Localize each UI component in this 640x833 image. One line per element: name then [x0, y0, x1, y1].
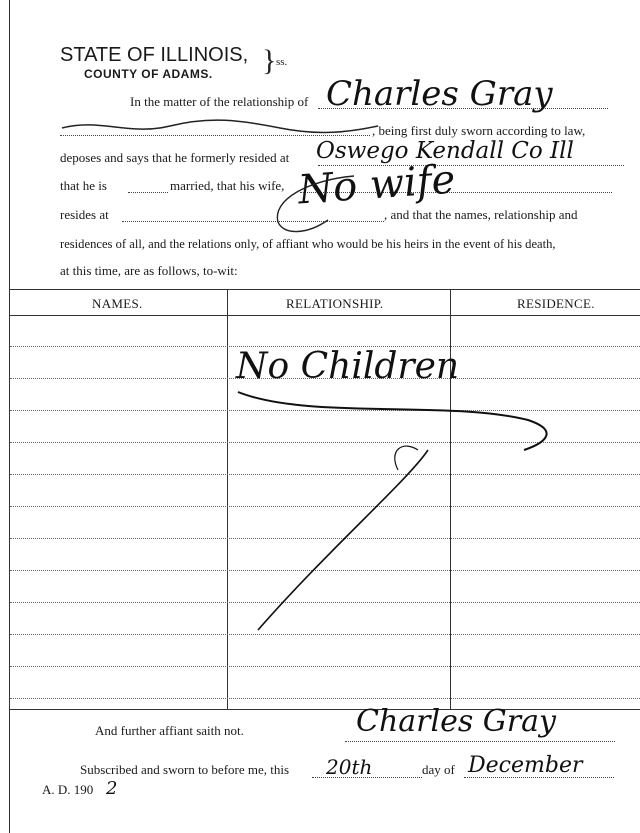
- resides-at-text: resides at: [60, 207, 109, 222]
- to-wit-text: at this time, are as follows, to-wit:: [60, 263, 238, 278]
- further-text: And further affiant saith not.: [95, 723, 244, 738]
- handwritten-day: 20th: [326, 755, 373, 779]
- handwritten-wife: No wife: [296, 156, 457, 214]
- affiant-signature: Charles Gray: [356, 704, 556, 739]
- col-header-residence: RESIDENCE.: [517, 296, 595, 311]
- table-row: [10, 698, 640, 699]
- sworn-text: , being first duly sworn according to law,: [372, 123, 586, 138]
- day-of-text: day of: [422, 762, 455, 777]
- handwritten-name: Charles Gray: [326, 74, 553, 114]
- county-heading: COUNTY OF ADAMS.: [84, 67, 213, 81]
- bracket-mark: }: [262, 44, 277, 77]
- ad-text: A. D. 190: [42, 782, 94, 797]
- table-row: [10, 666, 640, 667]
- col-header-relationship: RELATIONSHIP.: [286, 296, 384, 311]
- relationship-intro: In the matter of the relationship of: [130, 94, 309, 109]
- state-heading: STATE OF ILLINOIS,: [60, 44, 249, 66]
- subscribed-text: Subscribed and sworn to before me, this: [80, 762, 290, 777]
- that-he-is-text: that he is: [60, 178, 107, 193]
- col-header-names: NAMES.: [92, 296, 143, 311]
- cancel-stroke: [228, 380, 568, 640]
- table-header-border: [9, 315, 640, 316]
- residences-text: residences of all, and the relations only, of affiant who would be his heirs in the event of his death,: [60, 237, 556, 251]
- table-top-border: [9, 289, 640, 290]
- handwritten-month: December: [468, 753, 583, 778]
- name-continuation-blank: [60, 135, 370, 136]
- names-relationship-text: , and that the names, relationship and: [384, 207, 578, 222]
- handwritten-year: 2: [106, 778, 118, 799]
- wife-flourish: [268, 170, 358, 240]
- married-text: married, that his wife,: [170, 178, 285, 193]
- marital-blank: [128, 192, 168, 193]
- formerly-resided-text: deposes and says that he formerly resided at: [60, 150, 290, 165]
- signature-blank: [345, 741, 615, 742]
- ss-mark: ss.: [276, 56, 288, 68]
- handwritten-residence: Oswego Kendall Co Ill: [316, 138, 574, 164]
- handwritten-children: No Children: [236, 346, 460, 387]
